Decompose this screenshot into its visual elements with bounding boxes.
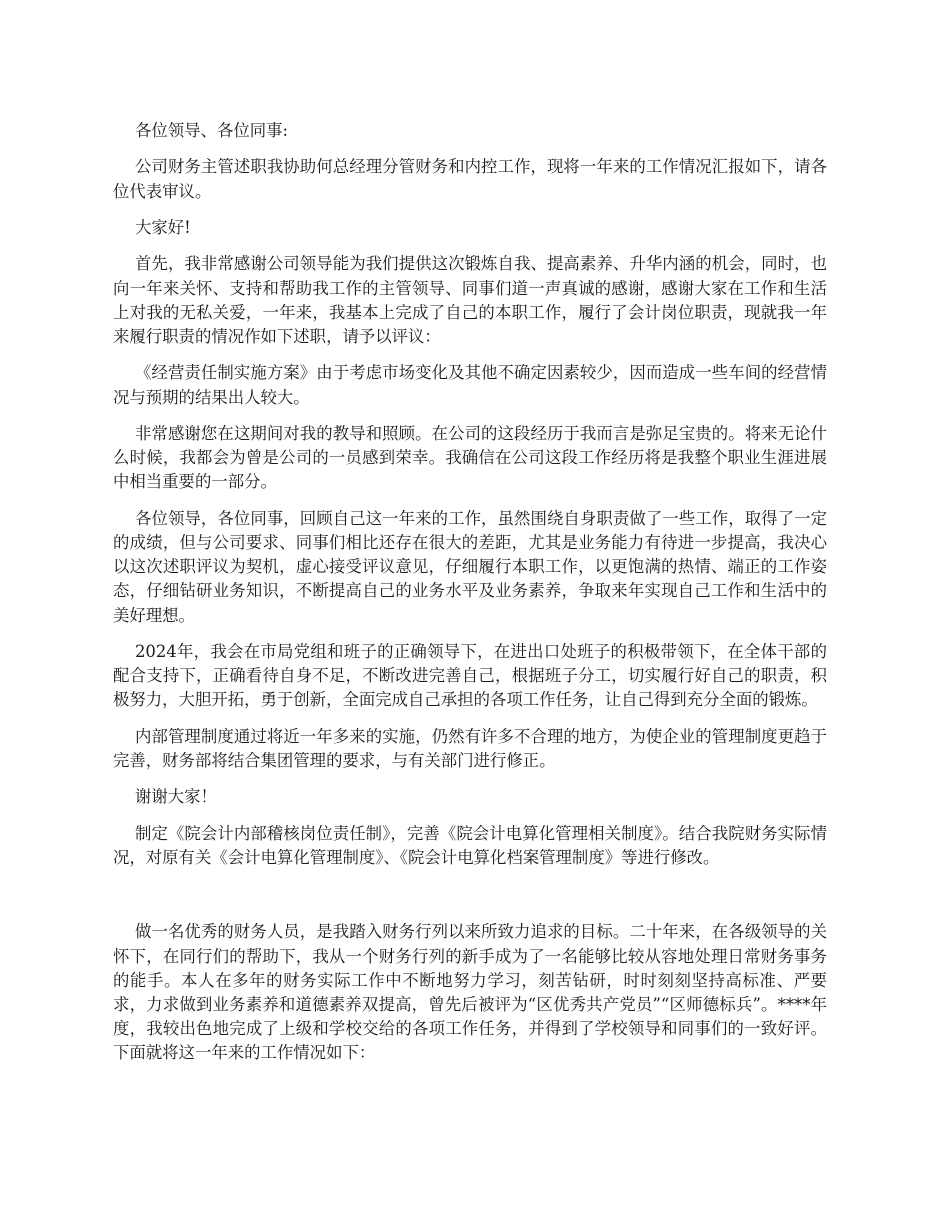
thanks-paragraph: 首先，我非常感谢公司领导能为我们提供这次锻炼自我、提高素养、升华内涵的机会，同时，也向一年来关怀、支持和帮助我工作的主管领导、同事们道一声真诚的感谢，感谢大家在工作和生活上对我的无私关爱，一年来，我基本上完成了自己的本职工作，履行了会计岗位职责，现就我一年来履行职责的情况作如下述职，请予以评议： — [113, 254, 827, 346]
gratitude-paragraph: 非常感谢您在这期间对我的教导和照顾。在公司的这段经历于我而言是弥足宝贵的。将来无论什么时候，我都会为曾是公司的一员感到荣幸。我确信在公司这段工作经历将是我整个职业生涯进展中相当重要的一部分。 — [113, 423, 827, 492]
section-gap — [113, 882, 827, 920]
closing-thanks-paragraph: 谢谢大家！ — [135, 787, 217, 807]
greeting-paragraph: 大家好! — [135, 217, 191, 237]
career-paragraph: 做一名优秀的财务人员，是我踏入财务行列以来所致力追求的目标。二十年来，在各级领导的关怀下，在同行们的帮助下，我从一个财务行列的新手成为了一名能够比较从容地处理日常财务事务的能手。本人在多年的财务实际工作中不断地努力学习，刻苦钻研，时时刻刻坚持高标准、严要求，力求做到业务素养和道德素养双提高，曾先后被评为“区优秀共产党员”“区师德标兵”。****年度，我较出色地完成了上级和学校交给的各项工作任务，并得到了学校领导和同事们的一致好评。下面就将这一年来的工作情况如下： — [113, 922, 827, 1063]
management-paragraph: 内部管理制度通过将近一年多来的实施，仍然有许多不合理的地方，为使企业的管理制度更趋于完善，财务部将结合集团管理的要求，与有关部门进行修正。 — [113, 726, 827, 770]
document-page — [113, 119, 827, 1078]
plan-paragraph: 《经营责任制实施方案》由于考虑市场变化及其他不确定因素较少，因而造成一些车间的经营情况与预期的结果出人较大。 — [113, 363, 827, 407]
year-plan-paragraph: 2024年，我会在市局党组和班子的正确领导下，在进出口处班子的积极带领下，在全体干部的配合支持下，正确看待自身不足，不断改进完善自己，根据班子分工，切实履行好自己的职责，积极努力，大胆开拓，勇于创新，全面完成自己承担的各项工作任务，让自己得到充分全面的锻炼。 — [113, 641, 827, 710]
intro-paragraph: 公司财务主管述职我协助何总经理分管财务和内控工作，现将一年来的工作情况汇报如下，请各位代表审议。 — [113, 157, 827, 201]
review-paragraph: 各位领导，各位同事，回顾自己这一年来的工作，虽然围绕自身职责做了一些工作，取得了一定的成绩，但与公司要求、同事们相比还存在很大的差距，尤其是业务能力有待进一步提高，我决心以这次述职评议为契机，虚心接受评议意见，仔细履行本职工作，以更饱满的热情、端正的工作姿态，仔细钻研业务知识，不断提高自己的业务水平及业务素养，争取来年实现自己工作和生活中的美好理想。 — [113, 508, 827, 625]
regulations-paragraph: 制定《院会计内部稽核岗位责任制》，完善《院会计电算化管理相关制度》。结合我院财务实际情况，对原有关《会计电算化管理制度》、《院会计电算化档案管理制度》等进行修改。 — [113, 823, 827, 867]
salutation-paragraph: 各位领导、各位同事: — [135, 121, 289, 140]
